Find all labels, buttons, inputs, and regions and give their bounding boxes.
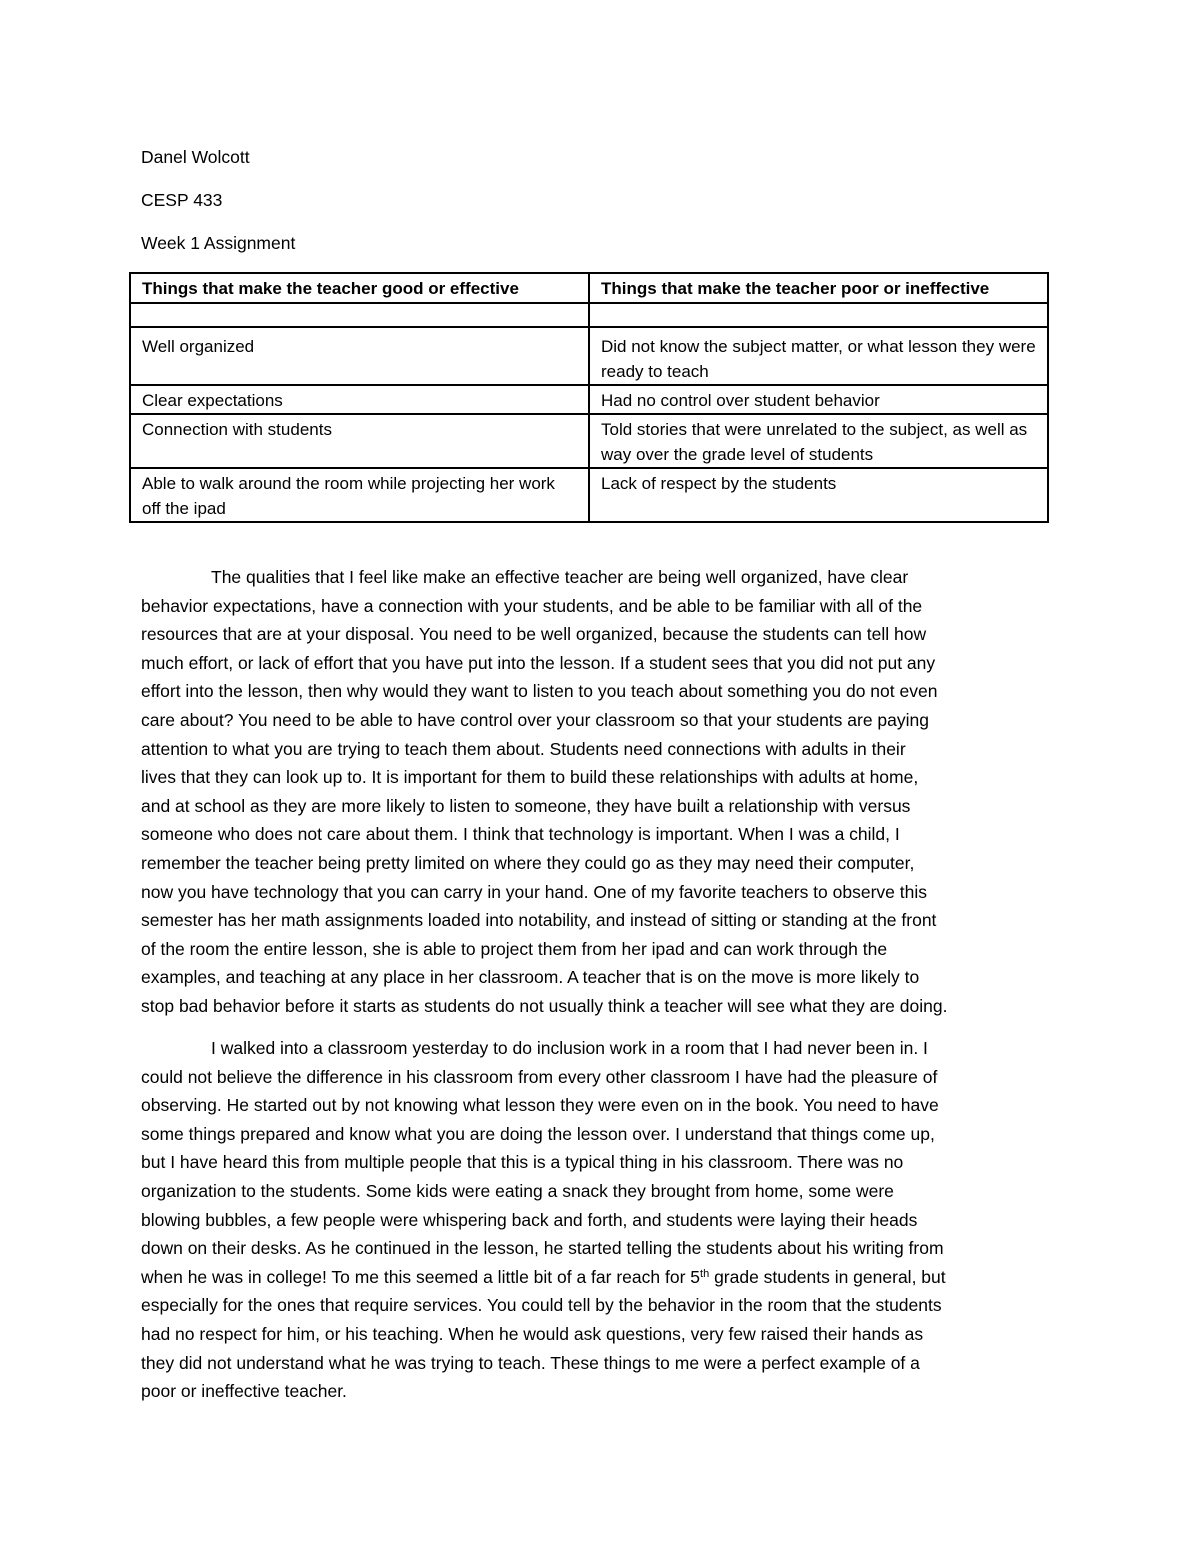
paragraph-line: organization to the students. Some kids were eating a snack they brought from home, some were bbox=[141, 1180, 894, 1201]
author-name: Danel Wolcott bbox=[141, 147, 250, 167]
table-cell bbox=[130, 303, 589, 327]
paragraph-line: care about? You need to be able to have control over your classroom so that your students are paying bbox=[141, 709, 930, 730]
paragraph-line: someone who does not care about them. I think that technology is important. When I was a child, I bbox=[141, 824, 900, 845]
paragraph-line: attention to what you are trying to teach them about. Students need connections with adults in their bbox=[141, 738, 906, 759]
ordinal-superscript: th bbox=[700, 1267, 710, 1280]
paragraph-ineffective-teacher bbox=[141, 1034, 1071, 1406]
table-cell: Had no control over student behavior bbox=[589, 385, 1048, 414]
table-cell bbox=[589, 303, 1048, 327]
paragraph-line: they did not understand what he was trying to teach. These things to me were a perfect example of a bbox=[141, 1352, 920, 1373]
table-cell: Lack of respect by the students bbox=[589, 468, 1048, 522]
paragraph-line: stop bad behavior before it starts as students do not usually think a teacher will see what they are doing. bbox=[141, 995, 948, 1016]
paragraph-line: especially for the ones that require services. You could tell by the behavior in the room that the students bbox=[141, 1295, 942, 1316]
paragraph-line: lives that they can look up to. It is important for them to build these relationships with adults at home, bbox=[141, 767, 919, 788]
paragraph-effective-teacher bbox=[141, 563, 1071, 1021]
assignment-title: Week 1 Assignment bbox=[141, 233, 296, 253]
table-cell: Clear expectations bbox=[130, 385, 589, 414]
line-text-after-superscript: grade students in general, but bbox=[709, 1266, 946, 1287]
paragraph-line: blowing bubbles, a few people were whispering back and forth, and students were laying their heads bbox=[141, 1209, 918, 1230]
table-cell: Did not know the subject matter, or what lesson they were ready to teach bbox=[589, 327, 1048, 385]
paragraph-line: examples, and teaching at any place in her classroom. A teacher that is on the move is more likely to bbox=[141, 967, 920, 988]
paragraph-line: behavior expectations, have a connection with your students, and be able to be familiar with all of the bbox=[141, 595, 923, 616]
paragraph-line: I walked into a classroom yesterday to do inclusion work in a room that I had never been in. I bbox=[211, 1038, 928, 1058]
paragraph-line: had no respect for him, or his teaching. When he would ask questions, very few raised their hands as bbox=[141, 1323, 924, 1344]
paragraph-line: and at school as they are more likely to listen to someone, they have built a relationship with versus bbox=[141, 795, 911, 816]
paragraph-line: observing. He started out by not knowing what lesson they were even on in the book. You need to have bbox=[141, 1095, 939, 1116]
comparison-table bbox=[129, 272, 1049, 523]
table-cell: Told stories that were unrelated to the subject, as well as way over the grade level of students bbox=[589, 414, 1048, 468]
line-text-before-superscript: when he was in college! To me this seemed a little bit of a far reach for 5 bbox=[141, 1266, 701, 1287]
paragraph-line: now you have technology that you can carry in your hand. One of my favorite teachers to observe this bbox=[141, 881, 927, 902]
paragraph-line: some things prepared and know what you are doing the lesson over. I understand that things come up, bbox=[141, 1123, 935, 1144]
header-poor-ineffective: Things that make the teacher poor or ineffective bbox=[589, 273, 1048, 303]
header-good-effective: Things that make the teacher good or effective bbox=[130, 273, 589, 303]
paragraph-line: poor or ineffective teacher. bbox=[141, 1381, 347, 1402]
paragraph-line: remember the teacher being pretty limited on where they could go as they may need their computer, bbox=[141, 852, 915, 873]
table-cell: Connection with students bbox=[130, 414, 589, 468]
paragraph-line: but I have heard this from multiple people that this is a typical thing in his classroom. There was no bbox=[141, 1152, 904, 1173]
paragraph-line: down on their desks. As he continued in the lesson, he started telling the students about his writing from bbox=[141, 1238, 944, 1259]
table-row bbox=[130, 414, 1048, 468]
table-row bbox=[130, 303, 1048, 327]
table-row bbox=[130, 468, 1048, 522]
table-header-row bbox=[130, 273, 1048, 303]
course-code: CESP 433 bbox=[141, 190, 223, 210]
paragraph-line: effort into the lesson, then why would they want to listen to you teach about something you do not even bbox=[141, 681, 938, 702]
table-cell: Able to walk around the room while projecting her work off the ipad bbox=[130, 468, 589, 522]
paragraph-line: resources that are at your disposal. You need to be well organized, because the students can tell how bbox=[141, 624, 927, 645]
paragraph-line: semester has her math assignments loaded into notability, and instead of sitting or standing at the front bbox=[141, 910, 937, 931]
table-cell: Well organized bbox=[130, 327, 589, 385]
table-row bbox=[130, 385, 1048, 414]
paragraph-line: of the room the entire lesson, she is able to project them from her ipad and can work through the bbox=[141, 938, 888, 959]
paragraph-line-with-superscript bbox=[141, 1263, 1071, 1292]
paragraph-line: The qualities that I feel like make an effective teacher are being well organized, have clear bbox=[211, 567, 909, 587]
paragraph-line: much effort, or lack of effort that you have put into the lesson. If a student sees that you did not put any bbox=[141, 652, 936, 673]
table-row bbox=[130, 327, 1048, 385]
paragraph-line: could not believe the difference in his classroom from every other classroom I have had the pleasure of bbox=[141, 1066, 938, 1087]
